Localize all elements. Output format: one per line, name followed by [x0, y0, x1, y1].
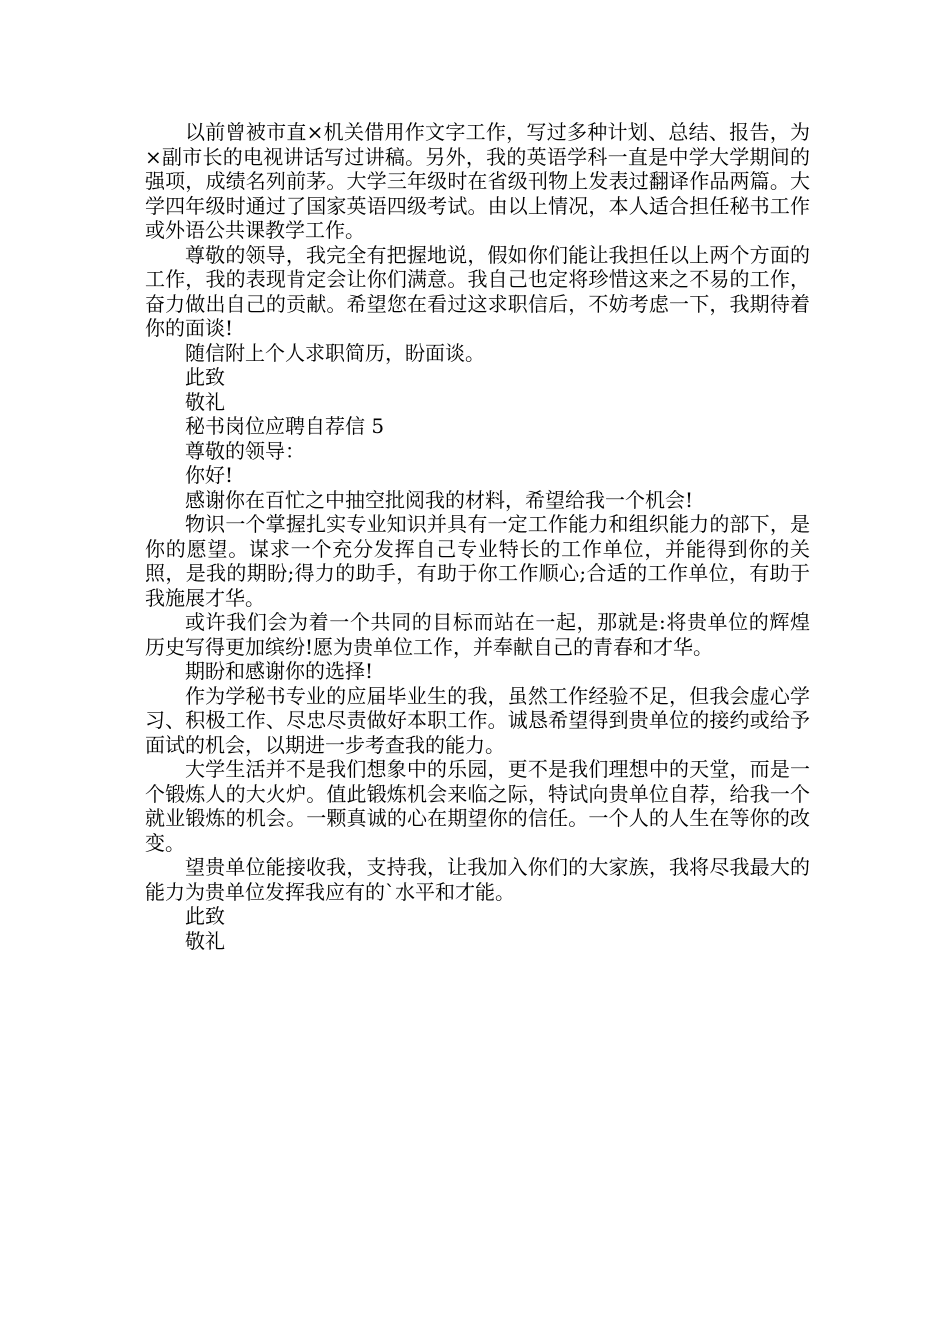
closing-cizhi: 此致 [185, 365, 225, 389]
greeting: 你好! [185, 463, 234, 487]
paragraph-experience: 以前曾被市直×机关借用作文字工作，写过多种计划、总结、报告，为×副市长的电视讲话写过讲稿。另外，我的英语学科一直是中学大学期间的强项，成绩名列前茅。大学三年级时在省级刊物上发表过翻译作品两篇。大学四年级时通过了国家英语四级考试。由以上情况，本人适合担任秘书工作或外语公共课教学工作。 [145, 120, 810, 242]
closing-jingli: 敬礼 [185, 389, 225, 414]
paragraph-hope: 望贵单位能接收我，支持我，让我加入你们的大家族，我将尽我最大的能力为贵单位发挥我应有的`水平和才能。 [145, 855, 810, 904]
salutation: 尊敬的领导： [185, 438, 305, 463]
section-title: 秘书岗位应聘自荐信 5 [185, 414, 385, 438]
paragraph-assurance: 尊敬的领导，我完全有把握地说，假如你们能让我担任以上两个方面的工作，我的表现肯定会让你们满意。我自己也定将珍惜这来之不易的工作，奋力做出自己的贡献。希望您在看过这求职信后，不妨考虑一下，我期待着你的面谈! [145, 242, 810, 340]
closing-jingli-2: 敬礼 [185, 928, 225, 953]
paragraph-graduate: 作为学秘书专业的应届毕业生的我，虽然工作经验不足，但我会虚心学习、积极工作、尽忠尽责做好本职工作。诚恳希望得到贵单位的接约或给予面试的机会，以期进一步考查我的能力。 [145, 683, 810, 757]
paragraph-college-life: 大学生活并不是我们想象中的乐园，更不是我们理想中的天堂，而是一个锻炼人的大火炉。值此锻炼机会来临之际，特试向贵单位自荐，给我一个就业锻炼的机会。一颗真诚的心在期望你的信任。一个人的人生在等你的改变。 [145, 757, 810, 855]
paragraph-thanks: 感谢你在百忙之中抽空批阅我的材料，希望给我一个机会! [185, 487, 694, 512]
paragraph-common-goal: 或许我们会为着一个共同的目标而站在一起，那就是:将贵单位的辉煌历史写得更加缤纷!愿为贵单位工作，并奉献自己的青春和才华。 [145, 610, 810, 659]
paragraph-expectation: 期盼和感谢你的选择! [185, 659, 374, 683]
paragraph-attachment-note: 随信附上个人求职简历，盼面谈。 [185, 340, 485, 365]
closing-cizhi-2: 此致 [185, 904, 225, 928]
document-body [145, 120, 810, 953]
paragraph-wish: 物识一个掌握扎实专业知识并具有一定工作能力和组织能力的部下，是你的愿望。谋求一个充分发挥自己专业特长的工作单位，并能得到你的关照，是我的期盼;得力的助手，有助于你工作顺心;合适的工作单位，有助于我施展才华。 [145, 512, 810, 610]
